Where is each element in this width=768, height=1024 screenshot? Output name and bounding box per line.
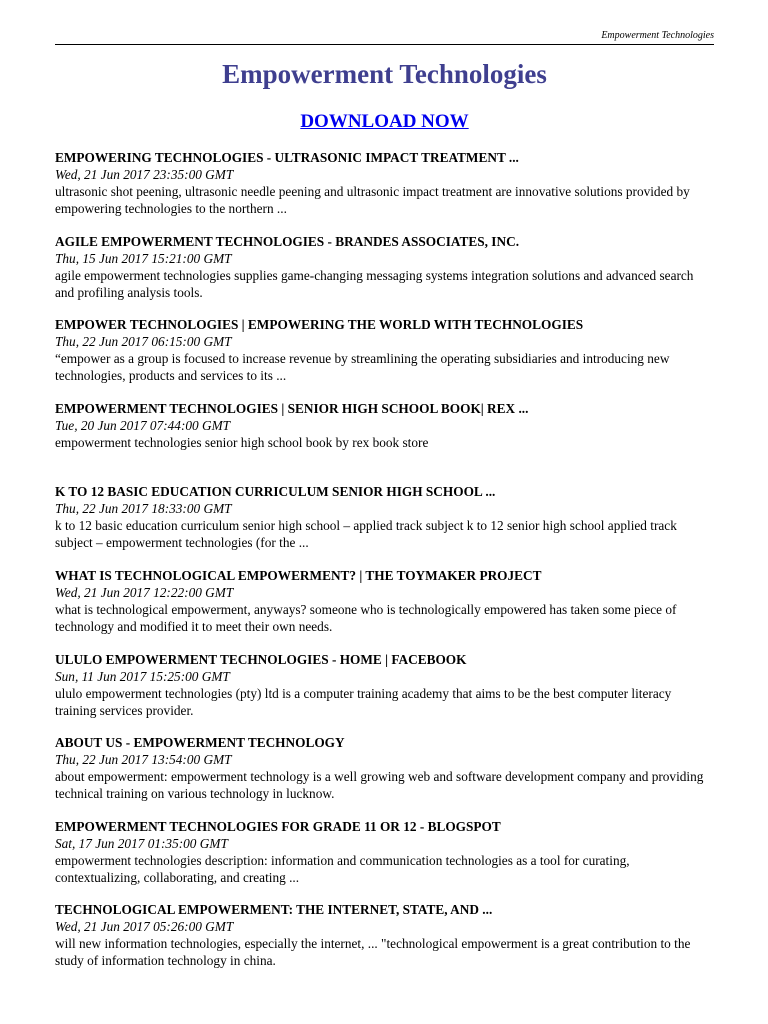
- entry-description: ululo empowerment technologies (pty) ltd is a computer training academy that aims to be the best computer literacy training services provider.: [55, 685, 672, 718]
- entry-description: will new information technologies, especially the internet, ... "technological empowerment is a great contribution to the study of information technology in china.: [55, 936, 691, 969]
- list-item: [55, 400, 714, 484]
- list-item: [55, 483, 714, 567]
- running-header: Empowerment Technologies: [601, 30, 714, 41]
- entry-description: agile empowerment technologies supplies game-changing messaging systems integration solutions and advanced search and profiling analysis tools.: [55, 267, 694, 300]
- entry-date: Wed, 21 Jun 2017 05:26:00 GMT: [55, 919, 234, 935]
- download-now-link[interactable]: DOWNLOAD NOW: [300, 111, 469, 132]
- list-item: [55, 149, 714, 233]
- list-item: [55, 567, 714, 651]
- entry-description: about empowerment: empowerment technology is a well growing web and software development company and providing technical training on various technology in lucknow.: [55, 769, 704, 802]
- entry-title[interactable]: EMPOWER TECHNOLOGIES | EMPOWERING THE WORLD WITH TECHNOLOGIES: [55, 317, 584, 333]
- list-item: [55, 316, 714, 400]
- entry-title[interactable]: TECHNOLOGICAL EMPOWERMENT: THE INTERNET, STATE, AND ...: [55, 902, 493, 918]
- entry-date: Thu, 22 Jun 2017 13:54:00 GMT: [55, 752, 232, 768]
- entry-title[interactable]: ABOUT US - EMPOWERMENT TECHNOLOGY: [55, 735, 345, 751]
- entry-description: k to 12 basic education curriculum senior high school – applied track subject k to 12 senior high school applied track subject – empowerment technologies (for the ...: [55, 518, 677, 551]
- entry-title[interactable]: AGILE EMPOWERMENT TECHNOLOGIES - BRANDES ASSOCIATES, INC.: [55, 233, 520, 249]
- entry-title[interactable]: EMPOWERING TECHNOLOGIES - ULTRASONIC IMPACT TREATMENT ...: [55, 150, 519, 165]
- entry-list: [55, 149, 714, 985]
- entry-title[interactable]: EMPOWERMENT TECHNOLOGIES FOR GRADE 11 OR 12 - BLOGSPOT: [55, 818, 501, 834]
- entry-title[interactable]: WHAT IS TECHNOLOGICAL EMPOWERMENT? | THE TOYMAKER PROJECT: [55, 567, 542, 583]
- list-item: [55, 734, 714, 818]
- entry-date: Thu, 15 Jun 2017 15:21:00 GMT: [55, 250, 232, 266]
- entry-description: empowerment technologies senior high school book by rex book store: [55, 434, 429, 450]
- entry-date: Sat, 17 Jun 2017 01:35:00 GMT: [55, 835, 228, 851]
- header-rule: [55, 44, 714, 45]
- entry-date: Thu, 22 Jun 2017 06:15:00 GMT: [55, 334, 232, 350]
- entry-title[interactable]: EMPOWERMENT TECHNOLOGIES | SENIOR HIGH SCHOOL BOOK| REX ...: [55, 400, 529, 416]
- entry-date: Thu, 22 Jun 2017 18:33:00 GMT: [55, 501, 232, 517]
- entry-description: what is technological empowerment, anyways? someone who is technologically empowered has taken some piece of technology and modified it to meet their own needs.: [55, 601, 677, 634]
- document-title: Empowerment Technologies: [222, 59, 547, 89]
- list-item: [55, 901, 714, 985]
- list-item: [55, 651, 714, 735]
- entry-date: Wed, 21 Jun 2017 23:35:00 GMT: [55, 167, 234, 182]
- entry-description: ultrasonic shot peening, ultrasonic needle peening and ultrasonic impact treatment are innovative solutions provided by empowering technologies to the northern ...: [55, 184, 690, 216]
- list-item: [55, 818, 714, 902]
- list-item: [55, 233, 714, 317]
- entry-description: “empower as a group is focused to increase revenue by streamlining the operating subsidiaries and introducing new technologies, products and services to its ...: [55, 351, 670, 384]
- entry-date: Sun, 11 Jun 2017 15:25:00 GMT: [55, 668, 230, 684]
- entry-date: Tue, 20 Jun 2017 07:44:00 GMT: [55, 417, 231, 433]
- entry-title[interactable]: K TO 12 BASIC EDUCATION CURRICULUM SENIOR HIGH SCHOOL ...: [55, 484, 496, 500]
- entry-date: Wed, 21 Jun 2017 12:22:00 GMT: [55, 584, 234, 600]
- entry-title[interactable]: ULULO EMPOWERMENT TECHNOLOGIES - HOME | FACEBOOK: [55, 651, 467, 667]
- entry-description: empowerment technologies description: information and communication technologies as a tool for curating, contextualizing, collaborating, and creating ...: [55, 852, 630, 885]
